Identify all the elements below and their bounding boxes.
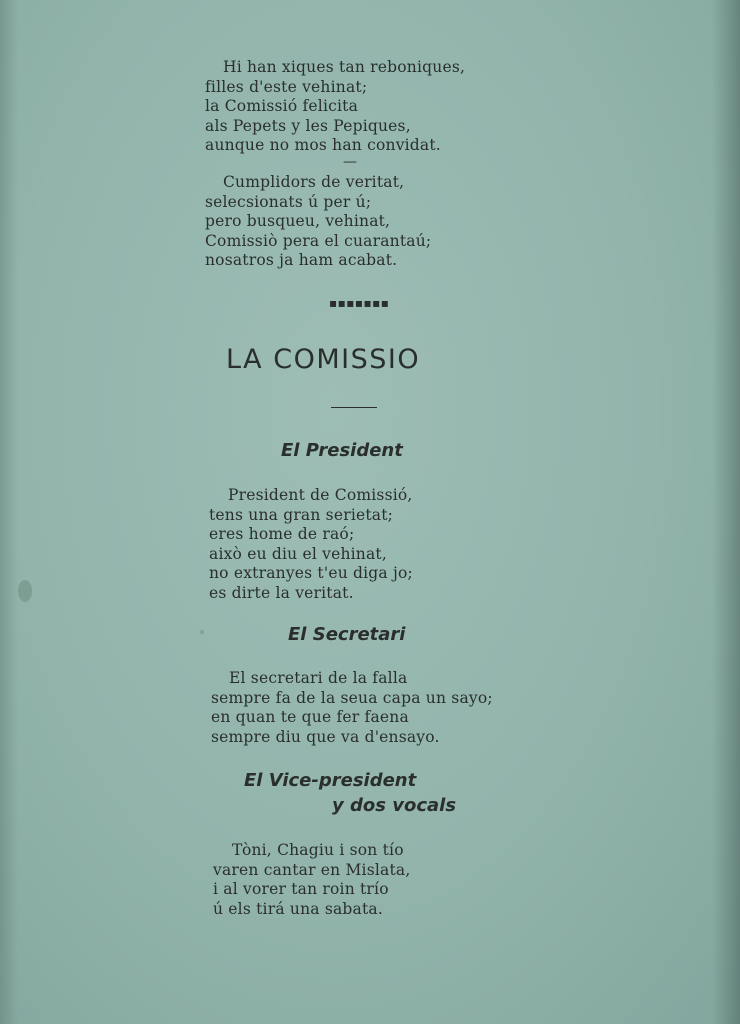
verse-line: als Pepets y les Pepiques, xyxy=(205,116,411,135)
verse-line: la Comissió felicita xyxy=(205,97,359,116)
verse-line: pero busqueu, vehinat, xyxy=(205,212,391,231)
verse-line: nosatros ja ham acabat. xyxy=(205,251,398,270)
verse-line: eres home de raó; xyxy=(209,525,355,544)
section-heading-vocals: y dos vocals xyxy=(332,795,457,816)
section-heading-president: El President xyxy=(281,440,403,461)
verse-line: i al vorer tan roin trío xyxy=(213,880,389,899)
verse-line: sempre diu que va d'ensayo. xyxy=(211,727,440,746)
section-heading-secretari: El Secretari xyxy=(288,624,406,645)
verse-line: no extranyes t'eu diga jo; xyxy=(209,564,413,583)
verse-line: varen cantar en Mislata, xyxy=(213,860,411,879)
stanza-vice-president xyxy=(213,841,410,919)
verse-line: tens una gran serietat; xyxy=(209,505,394,524)
verse-line: President de Comissió, xyxy=(228,486,413,504)
verse-line: aunque no mos han convidat. xyxy=(205,136,441,155)
page-shadow-right xyxy=(712,0,740,1024)
page-title: LA COMISSIO xyxy=(226,344,421,375)
verse-line: Cumplidors de veritat, xyxy=(223,173,405,191)
verse-line: es dirte la veritat. xyxy=(209,583,354,602)
verse-line: sempre fa de la seua capa un sayo; xyxy=(211,688,493,707)
ornament-divider: ▪▪▪▪▪▪▪ xyxy=(329,296,390,310)
verse-line: Hi han xiques tan reboniques, xyxy=(223,58,466,76)
stanza-secretari xyxy=(211,669,493,747)
verse-line: en quan te que fer faena xyxy=(211,708,409,727)
verse-line: això eu diu el vehinat, xyxy=(209,544,387,563)
paper-speck xyxy=(200,630,204,634)
page-shadow-left xyxy=(0,0,18,1024)
section-heading-vice-president: El Vice-president xyxy=(244,770,417,791)
verse-line: Comissiò pera el cuarantaú; xyxy=(205,231,432,250)
verse-line: El secretari de la falla xyxy=(229,669,408,687)
stanza-2 xyxy=(205,173,431,271)
verse-line: selecsionats ú per ú; xyxy=(205,192,372,211)
verse-line: Tòni, Chagiu i son tío xyxy=(232,841,404,859)
stanza-separator: — xyxy=(343,154,357,170)
paper-stain xyxy=(18,580,32,602)
stanza-1 xyxy=(205,58,465,156)
title-underline xyxy=(331,407,377,408)
stanza-president xyxy=(209,486,413,604)
verse-line: filles d'este vehinat; xyxy=(205,77,368,96)
verse-line: ú els tirá una sabata. xyxy=(213,899,383,918)
